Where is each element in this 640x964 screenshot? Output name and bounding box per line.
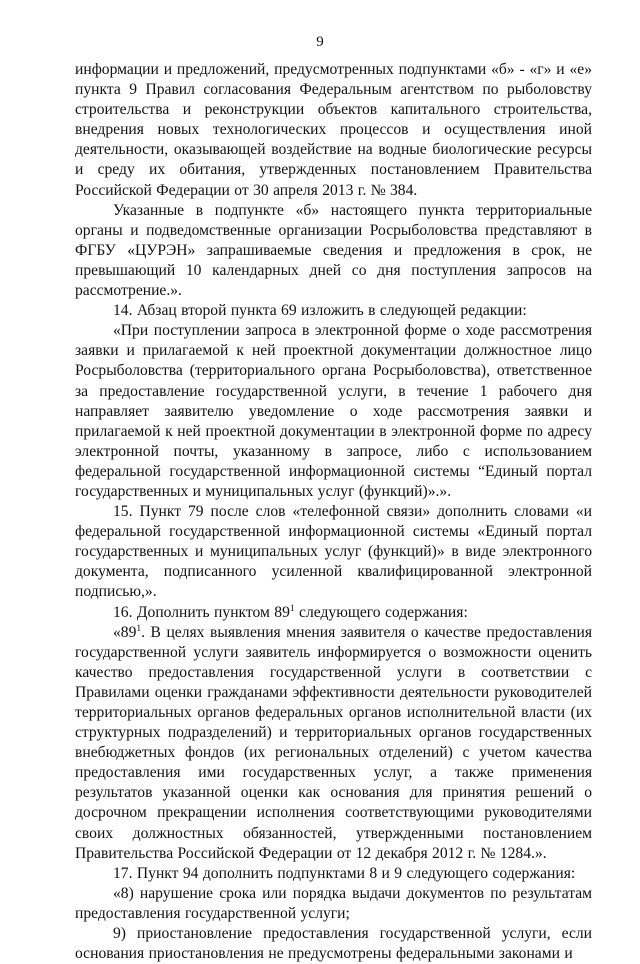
superscript: 1 (289, 603, 295, 614)
paragraph: «8) нарушение срока или порядка выдачи документов по результатам предоставления государственной услуги; (75, 884, 592, 922)
paragraph: 17. Пункт 94 дополнить подпунктами 8 и 9 следующего содержания: (113, 864, 576, 882)
paragraph: 15. Пункт 79 после слов «телефонной связи» дополнить словами «и федеральной государственной информационной системы «Единый портал государственных и муниципальных услуг (функций)» в виде электронного документа, подписанного усиленной квалифицированной электронной подписью,». (75, 503, 592, 601)
paragraph: информации и предложений, предусмотренных подпунктами «б» - «г» и «е» пункта 9 Правил согласования Федеральным агентством по рыболовству строительства и реконструкции объектов капитального строительства, внедрения новых технологических процессов и осуществления иной деятельности, оказывающей воздействие на водные биологические ресурсы и среду их обитания, утвержденных постановлением Правительства Российской Федерации от 30 апреля 2013 г. № 384. (75, 61, 592, 199)
paragraph: 16. Дополнить пунктом $89^1$ следующего содержания: (113, 603, 468, 621)
page-body (75, 60, 592, 964)
page-number: 9 (316, 34, 324, 50)
paragraph: 14. Абзац второй пункта 69 изложить в следующей редакции: (113, 302, 527, 320)
paragraph: Указанные в подпункте «б» настоящего пункта территориальные органы и подведомственные организации Росрыболовства представляют в ФГБУ «ЦУРЭН» запрашиваемые сведения и предложения в срок, не превышающий 10 календарных дней со дня поступления запросов на рассмотрение.». (75, 201, 592, 300)
paragraph: «$89^1$. В целях выявления мнения заявителя о качестве предоставления государственной услуги заявитель информируется о возможности оценить качество предоставления государственной услуги в соответствии с Правилами оценки гражданами эффективности деятельности руководителей территориальных органов федеральных органов исполнительной власти (их структурных подразделений) и территориальных органов государственных внебюджетных фондов (их региональных отделений) с учетом качества предоставления ими государственных услуг, а также применения результатов указанной оценки как основания для принятия решений о досрочном прекращении исполнения соответствующими руководителями своих должностных обязанностей, утвержденными постановлением Правительства Российской Федерации от 12 декабря 2012 г. № 1284.». (75, 623, 592, 862)
paragraph: «При поступлении запроса в электронной форме о ходе рассмотрения заявки и прилагаемой к ней проектной документации должностное лицо Росрыболовства (территориального органа Росрыболовства), ответственное за предоставление государственной услуги, в течение 1 рабочего дня направляет заявителю уведомление о ходе рассмотрения заявки и прилагаемой к ней проектной документации в электронной форме по адресу электронной почты, указанному в запросе, либо с использованием федеральной государственной информационной системы “Единый портал государственных и муниципальных услуг (функций)».». (75, 322, 592, 500)
superscript: 1 (136, 623, 142, 634)
paragraph: 9) приостановление предоставления государственной услуги, если основания приостановления не предусмотрены федеральными законами и (75, 925, 592, 963)
